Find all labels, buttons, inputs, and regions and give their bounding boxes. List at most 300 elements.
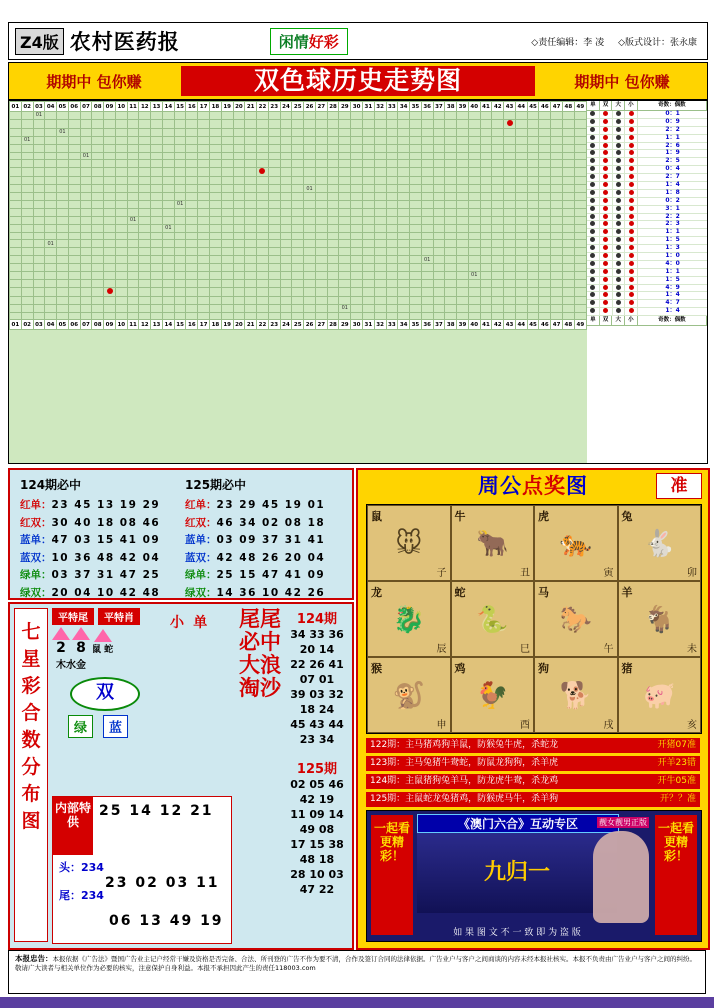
chart-col-header: 36 bbox=[421, 102, 433, 112]
side-panel-dot-cell bbox=[587, 182, 600, 189]
chart-cell bbox=[480, 287, 492, 296]
chart-cell bbox=[398, 152, 410, 160]
zodiac-branch: 戌 bbox=[603, 720, 614, 731]
chart-cell bbox=[68, 128, 80, 136]
side-panel-row bbox=[587, 198, 707, 206]
chart-cell bbox=[468, 240, 480, 248]
chart-cell bbox=[433, 119, 445, 128]
chart-cell bbox=[574, 287, 586, 296]
qixing-panel bbox=[8, 602, 354, 950]
chart-cell bbox=[186, 216, 198, 224]
side-panel-dot bbox=[590, 166, 595, 171]
chart-cell bbox=[339, 264, 351, 272]
chart-cell bbox=[386, 240, 398, 248]
chart-cell bbox=[162, 136, 174, 144]
chart-row bbox=[10, 240, 587, 248]
chart-cell bbox=[174, 112, 186, 120]
chart-cell bbox=[445, 112, 457, 120]
chart-cell bbox=[492, 119, 504, 128]
must-hit-label: 绿单： bbox=[185, 569, 217, 581]
chart-cell bbox=[198, 279, 210, 287]
chart-col-header: 02 bbox=[21, 320, 33, 330]
side-panel-dot bbox=[590, 269, 595, 274]
must-hit-values: 23 29 45 19 01 bbox=[216, 499, 326, 511]
side-panel-dot-cell bbox=[613, 166, 626, 173]
pingte-xiao-box: 平特肖 bbox=[98, 608, 140, 625]
must-hit-line bbox=[185, 585, 345, 600]
side-panel-dot bbox=[603, 190, 608, 195]
chart-cell bbox=[551, 152, 563, 160]
chart-cell bbox=[539, 144, 551, 152]
zodiac-cell bbox=[367, 657, 451, 733]
chart-cell bbox=[33, 136, 45, 144]
side-panel-dot-cell bbox=[600, 253, 613, 260]
chart-cell bbox=[504, 287, 516, 296]
chart-cell bbox=[92, 272, 104, 280]
chart-row bbox=[10, 264, 587, 272]
chart-cell bbox=[457, 264, 469, 272]
chart-cell bbox=[315, 248, 327, 256]
chart-cell bbox=[233, 264, 245, 272]
chart-cell bbox=[304, 152, 316, 160]
diamond-up-icon-3 bbox=[94, 629, 112, 642]
side-panel-dot-cell bbox=[600, 174, 613, 181]
side-panel-dot bbox=[629, 143, 634, 148]
chart-cell bbox=[151, 152, 163, 160]
side-panel-dot-cell bbox=[613, 245, 626, 252]
side-panel-dot-cell bbox=[600, 143, 613, 150]
chart-cell bbox=[562, 216, 574, 224]
chart-cell bbox=[115, 256, 127, 264]
zodiac-branch: 寅 bbox=[603, 568, 614, 579]
chart-col-header: 48 bbox=[562, 320, 574, 330]
banner-title: 双色球历史走势图 bbox=[181, 66, 535, 96]
chart-cell bbox=[468, 168, 480, 177]
chart-col-header: 01 bbox=[10, 320, 22, 330]
chart-cell bbox=[304, 168, 316, 177]
chart-cell bbox=[351, 119, 363, 128]
chart-cell bbox=[115, 160, 127, 168]
chart-cell bbox=[257, 144, 269, 152]
odd-even-ratio: 1：9 bbox=[665, 149, 680, 157]
side-panel-dot bbox=[629, 111, 634, 116]
chart-cell bbox=[233, 144, 245, 152]
chart-cell bbox=[151, 136, 163, 144]
chart-cell bbox=[527, 240, 539, 248]
zodiac-cell bbox=[534, 505, 618, 581]
chart-cell bbox=[174, 232, 186, 240]
chart-cell bbox=[515, 304, 527, 312]
chart-cell bbox=[104, 152, 116, 160]
chart-cell bbox=[351, 224, 363, 232]
side-panel-dot-cell bbox=[625, 206, 638, 213]
chart-number-marker: 01 bbox=[471, 272, 478, 279]
side-panel-dot-cell bbox=[625, 214, 638, 221]
chart-cell bbox=[21, 201, 33, 209]
chart-cell bbox=[304, 216, 316, 224]
pingte-wei-box: 平特尾 bbox=[52, 608, 94, 625]
chart-cell bbox=[174, 304, 186, 312]
chart-cell bbox=[245, 232, 257, 240]
chart-cell bbox=[45, 296, 57, 304]
side-panel-row bbox=[587, 206, 707, 214]
side-panel-dot-cell bbox=[600, 158, 613, 165]
chart-cell bbox=[386, 264, 398, 272]
chart-cell bbox=[362, 224, 374, 232]
side-panel-dot-cell bbox=[613, 308, 626, 315]
chart-cell bbox=[68, 287, 80, 296]
chart-cell bbox=[233, 208, 245, 216]
side-panel-row bbox=[587, 285, 707, 293]
chart-cell bbox=[174, 201, 186, 209]
chart-cell bbox=[139, 296, 151, 304]
chart-cell bbox=[574, 304, 586, 312]
chart-cell bbox=[374, 128, 386, 136]
chart-cell bbox=[68, 256, 80, 264]
chart-cell bbox=[410, 312, 422, 320]
paper-title: 农村医药报 bbox=[69, 30, 180, 54]
chart-cell bbox=[362, 177, 374, 185]
chart-cell bbox=[45, 216, 57, 224]
side-panel-dot-cell bbox=[613, 206, 626, 213]
chart-cell bbox=[68, 312, 80, 320]
chart-cell bbox=[186, 193, 198, 201]
chart-cell bbox=[115, 136, 127, 144]
side-panel-dot bbox=[603, 119, 608, 124]
chart-cell bbox=[374, 144, 386, 152]
chart-cell bbox=[457, 312, 469, 320]
chart-cell bbox=[10, 256, 22, 264]
chart-cell bbox=[539, 152, 551, 160]
zodiac-name: 猴 bbox=[371, 662, 382, 675]
must-hit-label: 绿双： bbox=[20, 586, 52, 599]
chart-cell bbox=[410, 248, 422, 256]
chart-cell bbox=[433, 224, 445, 232]
chart-cell bbox=[92, 193, 104, 201]
chart-number-marker: 01 bbox=[59, 129, 66, 136]
side-panel-dot bbox=[603, 229, 608, 234]
chart-cell bbox=[139, 232, 151, 240]
side-panel-row bbox=[587, 245, 707, 253]
side-panel-dot-cell bbox=[613, 292, 626, 299]
odd-even-ratio: 2：6 bbox=[665, 141, 680, 149]
chart-cell bbox=[174, 224, 186, 232]
chart-cell bbox=[445, 177, 457, 185]
chart-col-header: 28 bbox=[327, 320, 339, 330]
side-panel-dot bbox=[616, 150, 621, 155]
side-panel-dot bbox=[603, 277, 608, 282]
chart-cell bbox=[562, 304, 574, 312]
chart-cell bbox=[398, 240, 410, 248]
neibu-line-2: 23 02 03 11 bbox=[105, 875, 220, 891]
side-panel-dot bbox=[590, 221, 595, 226]
chart-cell bbox=[115, 119, 127, 128]
chart-cell bbox=[574, 185, 586, 193]
chart-cell bbox=[221, 201, 233, 209]
chart-cell bbox=[315, 112, 327, 120]
chart-col-header: 05 bbox=[57, 102, 69, 112]
chart-cell bbox=[445, 264, 457, 272]
diamond-left-number: 2 bbox=[56, 640, 66, 656]
zodiac-name: 羊 bbox=[621, 586, 633, 599]
chart-cell bbox=[280, 201, 292, 209]
odd-even-ratio: 1：5 bbox=[665, 275, 680, 283]
chart-col-header: 17 bbox=[198, 320, 210, 330]
side-panel-dot-cell bbox=[600, 190, 613, 197]
chart-cell bbox=[504, 312, 516, 320]
chart-row bbox=[10, 201, 587, 209]
chart-cell bbox=[221, 152, 233, 160]
chart-cell bbox=[433, 112, 445, 120]
side-panel-dot-cell bbox=[613, 174, 626, 181]
side-panel-row bbox=[587, 292, 707, 300]
chart-cell bbox=[410, 272, 422, 280]
chart-cell bbox=[233, 224, 245, 232]
chart-col-header: 06 bbox=[68, 102, 80, 112]
chart-cell bbox=[292, 152, 304, 160]
macau-title: 《澳门六合》互动专区 bbox=[417, 814, 619, 833]
chart-cell bbox=[551, 304, 563, 312]
chart-cell bbox=[210, 168, 222, 177]
chart-cell bbox=[539, 193, 551, 201]
chart-cell bbox=[33, 232, 45, 240]
chart-cell bbox=[386, 224, 398, 232]
side-panel-dot-cell bbox=[600, 111, 613, 118]
chart-cell bbox=[104, 168, 116, 177]
wei-row bbox=[59, 887, 104, 903]
side-panel-dot bbox=[603, 135, 608, 140]
chart-cell bbox=[186, 168, 198, 177]
odd-even-ratio: 2：5 bbox=[665, 157, 680, 165]
chart-cell bbox=[445, 232, 457, 240]
chart-cell bbox=[233, 112, 245, 120]
chart-cell bbox=[327, 279, 339, 287]
chart-cell bbox=[457, 216, 469, 224]
chart-cell bbox=[386, 136, 398, 144]
diamond-right bbox=[72, 627, 90, 656]
chart-cell bbox=[327, 144, 339, 152]
side-panel-dot bbox=[603, 221, 608, 226]
must-hit-label: 蓝双： bbox=[185, 551, 217, 564]
chart-cell bbox=[257, 264, 269, 272]
chart-cell bbox=[327, 160, 339, 168]
chart-cell bbox=[515, 240, 527, 248]
chart-cell bbox=[92, 136, 104, 144]
chart-cell bbox=[539, 232, 551, 240]
chart-cell bbox=[151, 112, 163, 120]
side-panel-row bbox=[587, 111, 707, 119]
chart-cell bbox=[139, 287, 151, 296]
side-panel-dot-cell bbox=[613, 158, 626, 165]
chart-cell bbox=[374, 312, 386, 320]
chart-cell bbox=[327, 232, 339, 240]
chart-cell bbox=[186, 136, 198, 144]
chart-cell bbox=[292, 185, 304, 193]
chart-cell bbox=[210, 208, 222, 216]
chart-cell bbox=[10, 240, 22, 248]
period-number-line: 28 10 03 47 22 bbox=[290, 868, 344, 896]
chart-cell bbox=[174, 136, 186, 144]
chart-cell bbox=[339, 177, 351, 185]
chart-row bbox=[10, 177, 587, 185]
chart-cell bbox=[480, 240, 492, 248]
chart-cell bbox=[362, 264, 374, 272]
side-panel-row bbox=[587, 221, 707, 229]
chart-cell bbox=[468, 160, 480, 168]
chart-cell bbox=[257, 216, 269, 224]
chart-cell bbox=[162, 185, 174, 193]
chart-cell bbox=[304, 256, 316, 264]
side-panel-dot-cell bbox=[625, 111, 638, 118]
chart-cell bbox=[115, 193, 127, 201]
chart-cell bbox=[421, 256, 433, 264]
chart-cell bbox=[10, 193, 22, 201]
chart-cell bbox=[115, 208, 127, 216]
chart-cell bbox=[351, 177, 363, 185]
chart-col-header: 43 bbox=[504, 320, 516, 330]
chart-cell bbox=[351, 208, 363, 216]
macau-ad[interactable] bbox=[366, 810, 702, 942]
chart-cell bbox=[315, 168, 327, 177]
chart-cell bbox=[233, 304, 245, 312]
chart-cell bbox=[33, 193, 45, 201]
chart-cell bbox=[139, 201, 151, 209]
must-hit-line bbox=[20, 497, 180, 512]
chart-cell bbox=[374, 160, 386, 168]
chart-cell bbox=[45, 248, 57, 256]
chart-cell bbox=[551, 287, 563, 296]
chart-cell bbox=[151, 177, 163, 185]
chart-cell bbox=[492, 224, 504, 232]
side-panel-dot bbox=[616, 127, 621, 132]
chart-cell bbox=[174, 287, 186, 296]
chart-cell bbox=[492, 248, 504, 256]
chart-cell bbox=[210, 136, 222, 144]
chart-cell bbox=[21, 168, 33, 177]
chart-cell bbox=[551, 208, 563, 216]
chart-cell bbox=[221, 264, 233, 272]
chart-cell bbox=[151, 201, 163, 209]
chart-cell bbox=[68, 240, 80, 248]
chart-cell bbox=[198, 168, 210, 177]
chart-cell bbox=[151, 232, 163, 240]
chart-cell bbox=[515, 201, 527, 209]
chart-row bbox=[10, 152, 587, 160]
chart-cell bbox=[468, 256, 480, 264]
odd-even-ratio: 1：1 bbox=[665, 267, 680, 275]
side-panel-dot bbox=[603, 292, 608, 297]
chart-cell bbox=[127, 279, 139, 287]
chart-cell bbox=[268, 248, 280, 256]
chart-col-header: 15 bbox=[174, 320, 186, 330]
side-panel-dot bbox=[603, 261, 608, 266]
chart-cell bbox=[104, 224, 116, 232]
chart-cell bbox=[10, 279, 22, 287]
chart-cell bbox=[221, 287, 233, 296]
chart-cell bbox=[374, 296, 386, 304]
chart-cell bbox=[339, 201, 351, 209]
chart-cell bbox=[468, 264, 480, 272]
chart-row bbox=[10, 279, 587, 287]
zodiac-name: 猪 bbox=[621, 662, 633, 675]
chart-cell bbox=[104, 240, 116, 248]
chart-cell bbox=[362, 119, 374, 128]
chart-cell bbox=[527, 128, 539, 136]
chart-number-marker: 01 bbox=[47, 240, 54, 247]
chart-cell bbox=[539, 208, 551, 216]
chart-cell bbox=[504, 256, 516, 264]
chart-cell bbox=[515, 128, 527, 136]
chart-cell bbox=[115, 185, 127, 193]
chart-cell bbox=[174, 128, 186, 136]
chart-cell bbox=[410, 185, 422, 193]
chart-cell bbox=[245, 119, 257, 128]
diamond-up-icon-2 bbox=[72, 627, 90, 640]
zhougong-title-2: 点奖 bbox=[522, 474, 566, 498]
chart-cell bbox=[410, 287, 422, 296]
chart-cell bbox=[10, 272, 22, 280]
chart-cell bbox=[562, 193, 574, 201]
chart-cell bbox=[33, 177, 45, 185]
chart-cell bbox=[186, 224, 198, 232]
chart-cell bbox=[574, 296, 586, 304]
zodiac-animal-icon: 🐂 bbox=[476, 529, 509, 560]
chart-cell bbox=[21, 119, 33, 128]
chart-cell bbox=[398, 193, 410, 201]
chart-cell bbox=[386, 144, 398, 152]
chart-cell bbox=[139, 168, 151, 177]
side-panel-dot-cell bbox=[613, 190, 626, 197]
chart-cell bbox=[551, 264, 563, 272]
chart-cell bbox=[257, 112, 269, 120]
chart-cell bbox=[21, 128, 33, 136]
chart-cell bbox=[57, 136, 69, 144]
chart-cell bbox=[210, 296, 222, 304]
chart-cell bbox=[315, 264, 327, 272]
chart-col-header: 10 bbox=[115, 320, 127, 330]
chart-cell bbox=[527, 177, 539, 185]
chart-cell bbox=[315, 152, 327, 160]
chart-cell bbox=[562, 144, 574, 152]
chart-cell bbox=[139, 216, 151, 224]
chart-cell bbox=[433, 201, 445, 209]
chart-cell bbox=[551, 312, 563, 320]
chart-cell bbox=[574, 248, 586, 256]
chart-cell bbox=[21, 272, 33, 280]
must-hit-line bbox=[185, 515, 345, 530]
chart-cell bbox=[539, 168, 551, 177]
chart-cell bbox=[515, 160, 527, 168]
chart-cell bbox=[174, 296, 186, 304]
chart-cell bbox=[339, 160, 351, 168]
chart-cell bbox=[562, 287, 574, 296]
chart-cell bbox=[186, 112, 198, 120]
chart-cell bbox=[151, 119, 163, 128]
period-125-numbers bbox=[288, 777, 346, 897]
chart-cell bbox=[221, 144, 233, 152]
side-panel-dot-cell bbox=[587, 308, 600, 315]
zodiac-name: 狗 bbox=[538, 662, 549, 675]
zhougong-note bbox=[366, 792, 700, 807]
chart-col-header: 27 bbox=[315, 320, 327, 330]
side-panel-dot bbox=[590, 182, 595, 187]
odd-even-ratio: 4：0 bbox=[665, 259, 680, 267]
side-panel-dot bbox=[603, 150, 608, 155]
side-panel-dot-cell bbox=[600, 285, 613, 292]
chart-cell bbox=[268, 136, 280, 144]
side-panel-dot-cell bbox=[600, 292, 613, 299]
chart-cell bbox=[327, 136, 339, 144]
